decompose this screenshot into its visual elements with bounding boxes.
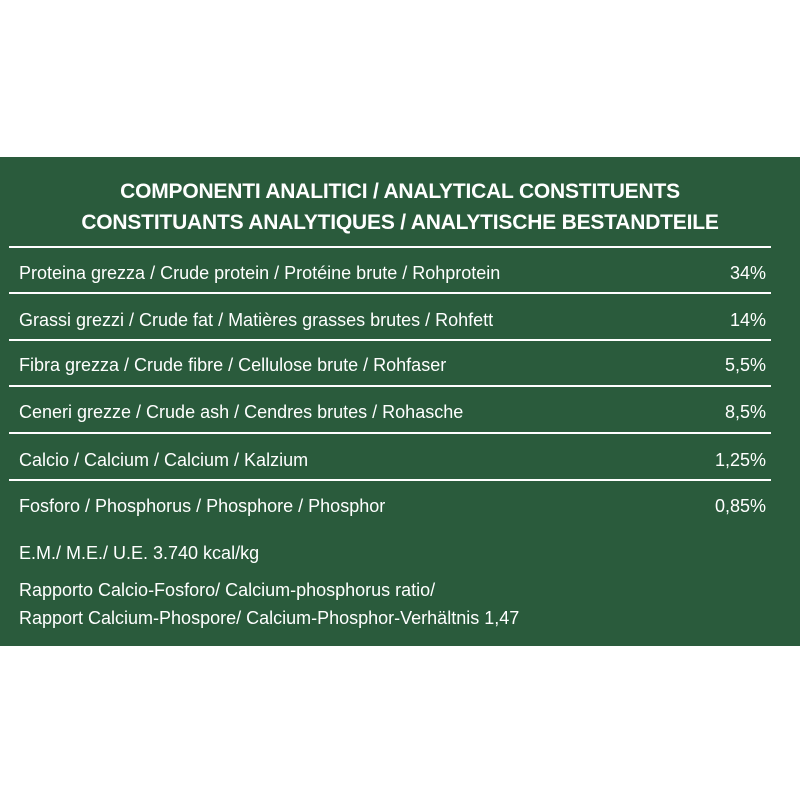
row-value-phosphorus: 0,85% xyxy=(714,496,766,516)
row-label-phosphorus: Fosforo / Phosphorus / Phosphore / Phosphor xyxy=(19,496,386,516)
table-title-line-1: COMPONENTI ANALITICI / ANALYTICAL CONSTITUENTS xyxy=(120,180,680,203)
row-divider xyxy=(9,385,771,387)
row-value-calcium: 1,25% xyxy=(714,450,766,470)
row-divider xyxy=(9,479,771,481)
row-label-crude-fat: Grassi grezzi / Crude fat / Matières grasses brutes / Rohfett xyxy=(19,310,494,330)
row-value-crude-ash: 8,5% xyxy=(724,402,766,422)
row-divider xyxy=(9,432,771,434)
row-divider xyxy=(9,246,771,248)
row-label-crude-fibre: Fibra grezza / Crude fibre / Cellulose brute / Rohfaser xyxy=(19,355,447,375)
row-label-calcium: Calcio / Calcium / Calcium / Kalzium xyxy=(19,450,309,470)
table-title-line-2: CONSTITUANTS ANALYTIQUES / ANALYTISCHE BESTANDTEILE xyxy=(81,211,719,234)
ca-p-ratio-line-1: Rapporto Calcio-Fosforo/ Calcium-phosphorus ratio/ xyxy=(19,580,436,600)
row-label-crude-protein: Proteina grezza / Crude protein / Protéine brute / Rohprotein xyxy=(19,263,501,283)
row-label-crude-ash: Ceneri grezze / Crude ash / Cendres brutes / Rohasche xyxy=(19,402,464,422)
row-value-crude-protein: 34% xyxy=(729,263,766,283)
ca-p-ratio-line-2: Rapport Calcium-Phospore/ Calcium-Phosphor-Verhältnis 1,47 xyxy=(19,608,520,628)
row-divider xyxy=(9,339,771,341)
metabolizable-energy: E.M./ M.E./ U.E. 3.740 kcal/kg xyxy=(19,543,260,563)
row-divider xyxy=(9,292,771,294)
row-value-crude-fibre: 5,5% xyxy=(724,355,766,375)
row-value-crude-fat: 14% xyxy=(729,310,766,330)
analytical-constituents-panel xyxy=(0,157,800,646)
